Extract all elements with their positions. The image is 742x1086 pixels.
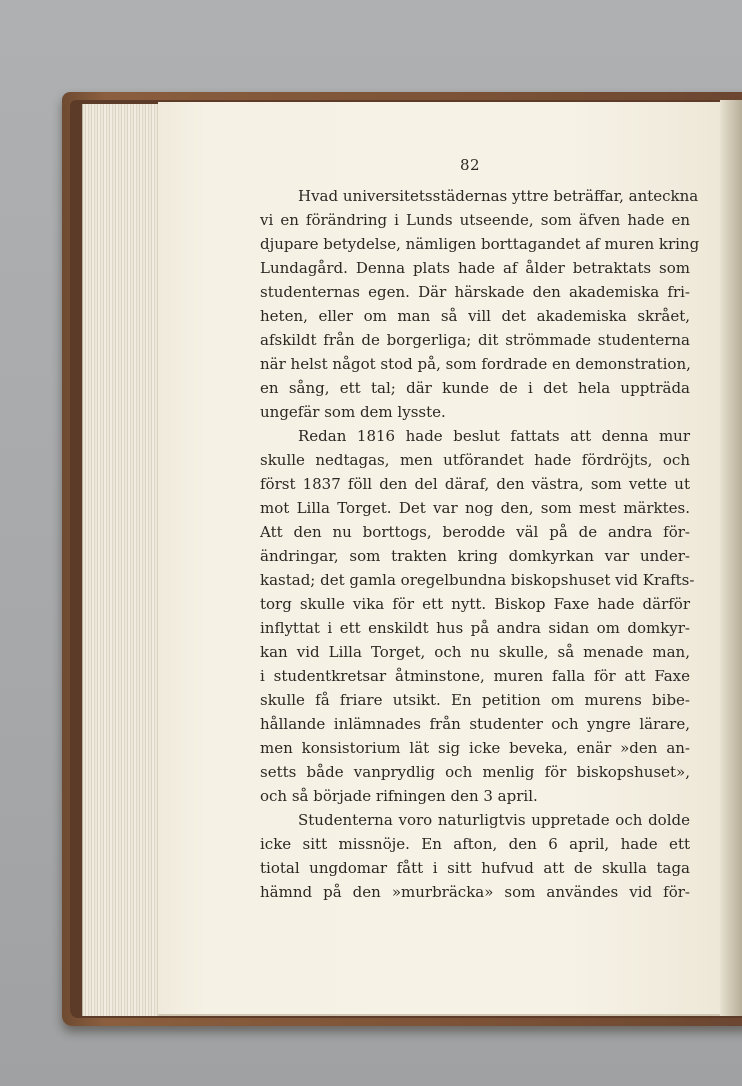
text-line: Att den nu borttogs, berodde väl på de andra för- [260, 523, 690, 541]
text-line: djupare betydelse, nämligen borttagandet af muren kring [260, 235, 700, 253]
text-line: skulle nedtagas, men utförandet hade fördröjts, och [260, 451, 690, 469]
text-line: men konsistorium lät sig icke beveka, enär »den an- [260, 739, 690, 757]
text-line: skulle få friare utsikt. En petition om murens bibe- [260, 691, 690, 709]
text-line: Studenterna voro naturligtvis uppretade och dolde [298, 811, 690, 829]
text-line: i studentkretsar åtminstone, muren falla för att Faxe [260, 667, 690, 685]
text-line: studenternas egen. Där härskade den akademiska fri- [260, 283, 690, 301]
text-line: kastad; det gamla oregelbundna biskopshuset vid Krafts- [260, 571, 695, 589]
text-line: Hvad universitetsstädernas yttre beträffar, anteckna [298, 187, 699, 205]
text-line: Lundagård. Denna plats hade af ålder betraktats som [260, 259, 690, 277]
text-line: torg skulle vika för ett nytt. Biskop Faxe hade därför [260, 595, 690, 613]
text-line: hämnd på den »murbräcka» som användes vid för- [260, 883, 690, 901]
text-line: och så började rifningen den 3 april. [260, 787, 538, 805]
text-line: hållande inlämnades från studenter och yngre lärare, [260, 715, 690, 733]
text-line: heten, eller om man så vill det akademiska skrået, [260, 307, 690, 325]
text-line: mot Lilla Torget. Det var nog den, som mest märktes. [260, 499, 690, 517]
text-line: inflyttat i ett enskildt hus på andra sidan om domkyr- [260, 619, 690, 637]
text-line: setts både vanprydlig och menlig för biskopshuset», [260, 763, 690, 781]
text-line: tiotal ungdomar fått i sitt hufvud att de skulla taga [260, 859, 690, 877]
page-edges [82, 104, 163, 1016]
text-line: först 1837 föll den del däraf, den västra, som vette ut [260, 475, 690, 493]
text-line: när helst något stod på, som fordrade en demonstration, [260, 355, 691, 373]
text-line: ungefär som dem lysste. [260, 403, 446, 421]
page-binding-gutter [720, 100, 742, 1016]
text-line: Redan 1816 hade beslut fattats att denna mur [298, 427, 690, 445]
text-line: ändringar, som trakten kring domkyrkan var under- [260, 547, 690, 565]
text-line: vi en förändring i Lunds utseende, som äfven hade en [260, 211, 690, 229]
page-number: 82 [459, 156, 481, 174]
text-line: kan vid Lilla Torget, och nu skulle, så menade man, [260, 643, 690, 661]
text-line: en sång, ett tal; där kunde de i det hela uppträda [260, 379, 690, 397]
text-line: icke sitt missnöje. En afton, den 6 april, hade ett [260, 835, 690, 853]
text-line: afskildt från de borgerliga; dit strömmade studenterna [260, 331, 690, 349]
